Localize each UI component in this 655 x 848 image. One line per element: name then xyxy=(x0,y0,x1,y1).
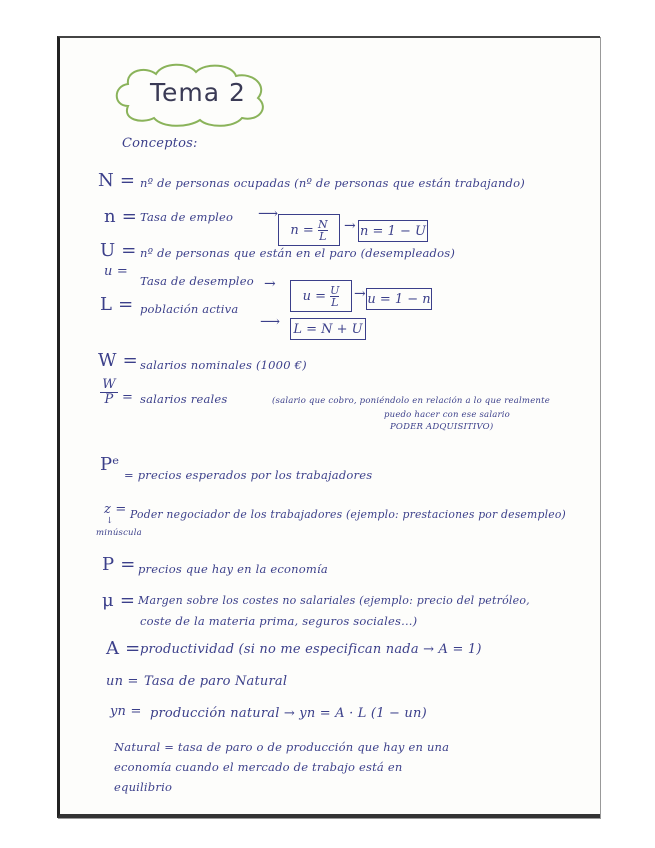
WP-note-line-1: (salario que cobro, poniéndolo en relación a lo que realmente xyxy=(272,396,550,406)
z-note: minúscula xyxy=(96,528,142,538)
arrow-icon: → xyxy=(354,286,366,302)
natural-definition-line-1: Natural = tasa de paro o de producción que hay en una xyxy=(114,740,450,754)
n-complement-box: n = 1 − U xyxy=(358,220,428,242)
u-fraction-denominator: L xyxy=(331,295,339,309)
Pe-symbol: Pᵉ xyxy=(100,454,120,475)
u-symbol: u = xyxy=(104,264,128,279)
P-symbol: P = xyxy=(102,554,136,575)
U-definition: nº de personas que están en el paro (desempleados) xyxy=(140,246,456,260)
n-definition: Tasa de empleo xyxy=(140,210,234,224)
page-title: Tema 2 xyxy=(150,78,246,107)
mu-definition-line-2: coste de la materia prima, seguros sociales...) xyxy=(140,614,418,628)
u-formula-box xyxy=(290,280,352,312)
WP-note-line-3: PODER ADQUISITIVO) xyxy=(390,422,494,432)
A-symbol: A = xyxy=(106,638,141,659)
W-definition: salarios nominales (1000 €) xyxy=(140,358,307,372)
N-symbol: N = xyxy=(98,170,136,191)
z-arrow: ↓ xyxy=(106,516,114,526)
L-symbol: L = xyxy=(100,294,134,315)
n-formula-box xyxy=(278,214,340,246)
yn-definition: producción natural → yn = A · L (1 − un) xyxy=(150,706,427,721)
N-definition: nº de personas ocupadas (nº de personas que están trabajando) xyxy=(140,176,525,190)
yn-symbol: yn = xyxy=(110,704,142,719)
U-symbol: U = xyxy=(100,240,137,261)
arrow-icon: → xyxy=(264,276,276,292)
natural-definition-line-3: equilibrio xyxy=(114,780,173,794)
W-symbol: W = xyxy=(98,350,138,371)
conceptos-heading: Conceptos: xyxy=(122,136,198,151)
L-definition: población activa xyxy=(140,302,239,316)
n-fraction-denominator: L xyxy=(319,229,327,243)
mu-symbol: μ = xyxy=(102,590,136,611)
un-symbol: un = xyxy=(106,674,139,689)
notebook-page xyxy=(57,36,600,818)
real-wage-fraction xyxy=(100,378,118,408)
u-fraction-numerator: U xyxy=(330,283,340,297)
WP-definition: salarios reales xyxy=(140,392,228,406)
u-complement-box: u = 1 − n xyxy=(366,288,432,310)
arrow-icon: → xyxy=(344,218,356,234)
mu-definition-line-1: Margen sobre los costes no salariales (ejemplo: precio del petróleo, xyxy=(138,594,530,607)
P-definition: precios que hay en la economía xyxy=(138,562,328,576)
WP-denominator: P xyxy=(104,392,114,408)
WP-equals: = xyxy=(122,390,134,405)
arrow-icon: ⟶ xyxy=(258,206,279,222)
L-formula-box: L = N + U xyxy=(290,318,366,340)
u-fraction xyxy=(330,285,339,308)
un-definition: Tasa de paro Natural xyxy=(144,674,288,689)
u-definition: Tasa de desempleo xyxy=(140,274,254,288)
n-fraction-numerator: N xyxy=(317,217,328,231)
WP-numerator: W xyxy=(102,377,116,392)
arrow-icon: ⟶ xyxy=(260,314,281,330)
u-formula-left: u = xyxy=(302,288,326,304)
z-definition: Poder negociador de los trabajadores (ejemplo: prestaciones por desempleo) xyxy=(130,508,566,521)
n-fraction xyxy=(318,219,328,242)
Pe-definition: = precios esperados por los trabajadores xyxy=(124,468,373,482)
n-symbol: n = xyxy=(104,206,137,227)
n-formula-left: n = xyxy=(290,222,314,238)
z-symbol: z = xyxy=(104,502,127,517)
natural-definition-line-2: economía cuando el mercado de trabajo está en xyxy=(114,760,403,774)
A-definition: productividad (si no me especifican nada → A = 1) xyxy=(140,642,482,657)
WP-note-line-2: puedo hacer con ese salario xyxy=(384,410,510,420)
